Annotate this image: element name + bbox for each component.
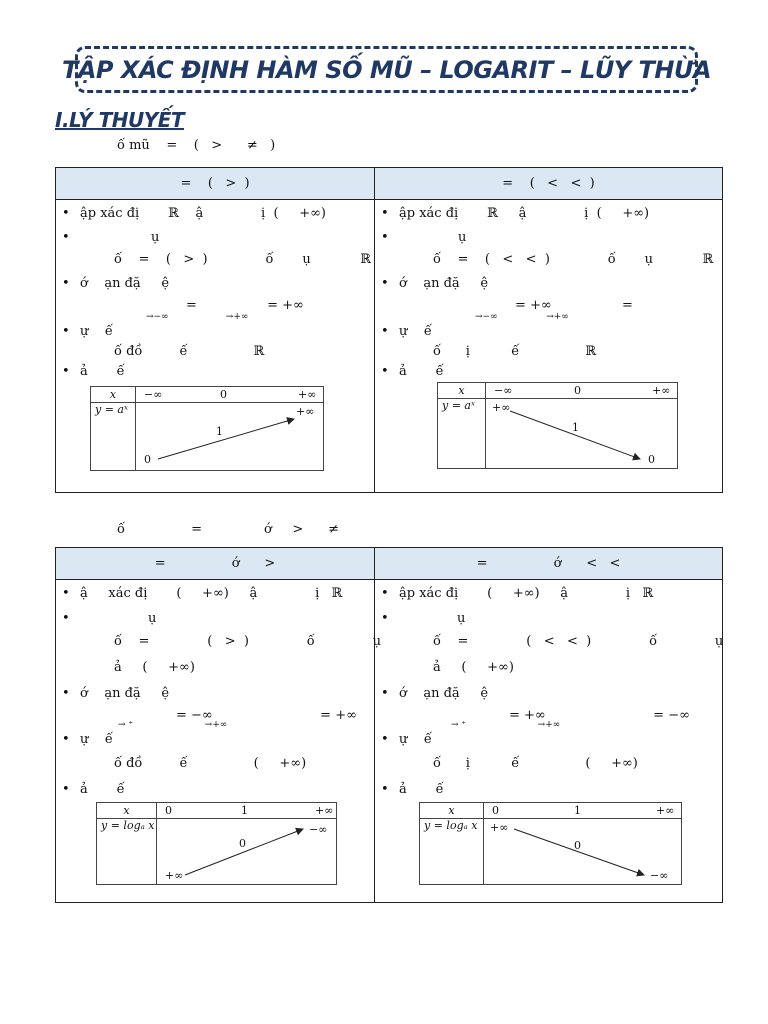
vt-c1: −∞ [144, 387, 163, 401]
log1-l3b: ả ( +∞) [114, 660, 195, 675]
vt-c3: +∞ [656, 803, 675, 817]
vt-v0: +∞ [490, 821, 509, 834]
log2-domain: ập xác đị ( +∞) ậ ị ℝ [399, 586, 654, 601]
log2-limits: ớ ạn đặ ệ [399, 686, 489, 701]
vt-y-label: y = aˣ [438, 399, 486, 469]
log1-l5s: → ⁺ →+∞ [118, 720, 228, 730]
vt-x-label: x [91, 387, 136, 403]
exp1-l3: ố = ( > ) ố ụ ℝ [114, 252, 372, 267]
exp1-l8: ả ế [80, 364, 125, 379]
log-header-1: = ớ > [56, 548, 375, 580]
log1-l2: ụ [148, 611, 157, 626]
exp-header-1: = ( > ) [56, 168, 375, 200]
exp1-l7: ố đồ ế ℝ [114, 344, 265, 359]
log1-variation-table [96, 802, 337, 885]
vt-v1: 1 [216, 425, 223, 438]
log1-l3: ố = ( > ) ố ụ [114, 634, 381, 649]
exp2-variation-table [437, 382, 678, 469]
log2-l3b: ả ( +∞) [433, 660, 514, 675]
exp2-l2: ụ [458, 230, 467, 245]
log1-domain: ậ xác đị ( +∞) ậ ị ℝ [80, 586, 343, 601]
vt-c2: 0 [220, 387, 227, 401]
log2-l3: ố = ( < < ) ố ụ [433, 634, 724, 649]
log1-l7: ố đồ ế ( +∞) [114, 756, 307, 771]
exp2-l5s: →−∞ →+∞ [475, 312, 569, 322]
vt-y-label: y = aˣ [91, 403, 136, 471]
log1-l8: ả ế [80, 782, 125, 797]
vt-v0: 0 [144, 453, 151, 466]
log2-l6: ự ế [399, 732, 432, 747]
exp1-l6: ự ế [80, 324, 113, 339]
exp-intro: ố mũ = ( > ≠ ) [117, 138, 276, 153]
vt-v1: 1 [572, 421, 579, 434]
log1-l5: = −∞ = +∞ [176, 708, 357, 723]
vt-c3: +∞ [315, 803, 334, 817]
vt-c3: +∞ [652, 383, 671, 397]
exp-header-2: = ( < < ) [375, 168, 723, 200]
page-title: TẬP XÁC ĐỊNH HÀM SỐ MŨ – LOGARIT – LŨY THỪA [61, 55, 712, 84]
vt-c2: 1 [574, 803, 581, 817]
vt-c1: 0 [492, 803, 499, 817]
vt-c2: 1 [241, 803, 248, 817]
log2-l5: = +∞ = −∞ [509, 708, 690, 723]
log2-l8: ả ế [399, 782, 444, 797]
log1-l6: ự ế [80, 732, 113, 747]
exp1-l2: ụ [151, 230, 160, 245]
exp2-l6: ự ế [399, 324, 432, 339]
exp2-domain: ập xác đị ℝ ậ ị ( +∞) [399, 206, 650, 221]
log2-l5s: → ⁺ →+∞ [451, 720, 561, 730]
vt-v0: +∞ [165, 869, 184, 882]
log2-variation-table [419, 802, 682, 885]
exp1-domain: ập xác đị ℝ ậ ị ( +∞) [80, 206, 326, 221]
vt-v2: +∞ [296, 405, 315, 418]
vt-x-label: x [420, 803, 484, 819]
vt-v2: −∞ [309, 823, 328, 836]
vt-v2: 0 [648, 453, 655, 466]
vt-x-label: x [438, 383, 486, 399]
exp2-l7: ố ị ế ℝ [433, 344, 597, 359]
exp-table: = ( > ) = ( < < ) • ập xác đị ℝ ậ ị ( +∞) • ụ ố = ( > ) ố ụ ℝ • ớ ạn đặ ệ = = +∞ →−∞ →+∞ • ự ế ố đồ ế ℝ • ả ế x −∞ 0 +∞ y = aˣ 0 1 +∞ • ập xác đị ℝ ậ ị ( +∞) • ụ ố = ( < < ) ố ụ ℝ • ớ ạn đặ ệ = +∞ = →−∞ →+∞ • ự ế ố ị ế ℝ • ả ế x −∞ 0 +∞ y = aˣ +∞ 1 0 [55, 167, 723, 493]
vt-c2: 0 [574, 383, 581, 397]
exp2-l8: ả ế [399, 364, 444, 379]
exp1-l5: = = +∞ [186, 298, 304, 313]
log-table: = ớ > = ớ < < • ậ xác đị ( +∞) ậ ị ℝ • ụ ố = ( > ) ố ụ ả ( +∞) • ớ ạn đặ ệ = −∞ = +∞ → ⁺ →+∞ • ự ế ố đồ ế ( +∞) • ả ế x 0 1 +∞ y = logₐ x +∞ 0 −∞ • ập xác đị ( +∞) ậ ị ℝ • ụ ố = ( < < ) ố ụ ả ( +∞) • ớ ạn đặ ệ = +∞ = −∞ → ⁺ →+∞ • ự ế ố ị ế ( +∞) • ả ế x 0 1 +∞ y = logₐ x +∞ 0 −∞ [55, 547, 723, 903]
exp2-l5: = +∞ = [515, 298, 633, 313]
vt-v2: −∞ [650, 869, 669, 882]
vt-v1: 0 [574, 839, 581, 852]
vt-v1: 0 [239, 837, 246, 850]
exp1-limits: ớ ạn đặ ệ [80, 276, 170, 291]
exp1-l5s: →−∞ →+∞ [146, 312, 249, 322]
log-header-2: = ớ < < [375, 548, 723, 580]
exp2-l3: ố = ( < < ) ố ụ ℝ [433, 252, 714, 267]
log1-limits: ớ ạn đặ ệ [80, 686, 170, 701]
vt-y-label: y = logₐ x [97, 819, 157, 885]
log2-l2: ụ [457, 611, 466, 626]
log2-l7: ố ị ế ( +∞) [433, 756, 638, 771]
vt-c1: 0 [165, 803, 172, 817]
vt-c3: +∞ [298, 387, 317, 401]
exp1-variation-table [90, 386, 324, 471]
vt-x-label: x [97, 803, 157, 819]
log-intro: ố = ớ > ≠ [117, 522, 340, 537]
vt-y-label: y = logₐ x [420, 819, 484, 885]
vt-v0: +∞ [492, 401, 511, 414]
vt-c1: −∞ [494, 383, 513, 397]
title-box [61, 46, 712, 93]
exp2-limits: ớ ạn đặ ệ [399, 276, 489, 291]
section-heading: I.LÝ THUYẾT [55, 108, 185, 132]
